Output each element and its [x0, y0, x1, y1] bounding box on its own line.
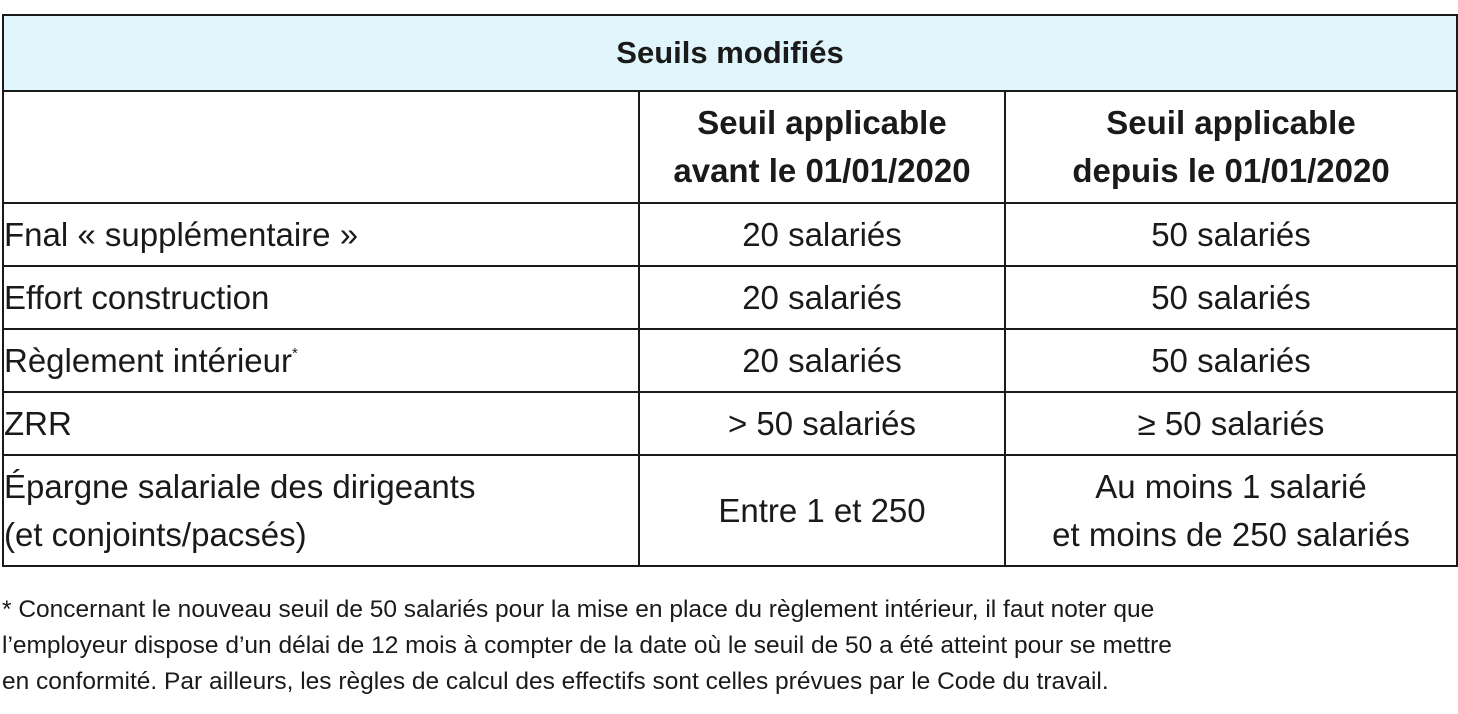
- row-before-value: 20 salariés: [639, 203, 1005, 266]
- row-label: Règlement intérieur: [4, 341, 292, 379]
- row-before-value: Entre 1 et 250: [639, 455, 1005, 566]
- row-label: Effort construction: [3, 266, 639, 329]
- footnote-line2: l’employeur dispose d’un délai de 12 mois à compter de la date où le seuil de 50 a été atteint pour se mettre: [2, 632, 1172, 659]
- footnote: [2, 592, 1442, 700]
- header-since-line1: Seuil applicable: [1106, 104, 1356, 141]
- row-after-line2: et moins de 250 salariés: [1052, 515, 1410, 553]
- row-after-value: ≥ 50 salariés: [1005, 392, 1457, 455]
- table-row: [3, 455, 1457, 566]
- table-title: Seuils modifiés: [3, 15, 1457, 91]
- table-row: [3, 392, 1457, 455]
- row-label: ZRR: [3, 392, 639, 455]
- header-before-line1: Seuil applicable: [697, 104, 947, 141]
- row-after-line1: Au moins 1 salarié: [1095, 467, 1367, 505]
- row-label-cell: [3, 329, 639, 392]
- footnote-line1: * Concernant le nouveau seuil de 50 salariés pour la mise en place du règlement intérieur, il faut noter que: [2, 596, 1155, 623]
- header-since-2020: [1005, 91, 1457, 203]
- header-before-2020: [639, 91, 1005, 203]
- table-row: [3, 266, 1457, 329]
- row-before-value: 20 salariés: [639, 266, 1005, 329]
- header-before-line2: avant le 01/01/2020: [673, 152, 971, 189]
- footnote-marker: *: [291, 344, 298, 362]
- thresholds-table-container: [2, 14, 1456, 567]
- row-after-value: 50 salariés: [1005, 329, 1457, 392]
- table-header-row: [3, 91, 1457, 203]
- row-before-value: 20 salariés: [639, 329, 1005, 392]
- footnote-line3: en conformité. Par ailleurs, les règles de calcul des effectifs sont celles prévues par le Code du travail.: [2, 668, 1109, 695]
- header-empty-cell: [3, 91, 639, 203]
- row-label-line1: Épargne salariale des dirigeants: [4, 467, 476, 505]
- header-since-line2: depuis le 01/01/2020: [1072, 152, 1390, 189]
- table-row: [3, 203, 1457, 266]
- row-label: Fnal « supplémentaire »: [3, 203, 639, 266]
- thresholds-table: [2, 14, 1458, 567]
- table-title-row: [3, 15, 1457, 91]
- table-row: [3, 329, 1457, 392]
- row-label-line2: (et conjoints/pacsés): [4, 515, 307, 553]
- row-label-cell: [3, 455, 639, 566]
- row-after-value: 50 salariés: [1005, 203, 1457, 266]
- row-after-value-cell: [1005, 455, 1457, 566]
- row-after-value: 50 salariés: [1005, 266, 1457, 329]
- row-before-value: > 50 salariés: [639, 392, 1005, 455]
